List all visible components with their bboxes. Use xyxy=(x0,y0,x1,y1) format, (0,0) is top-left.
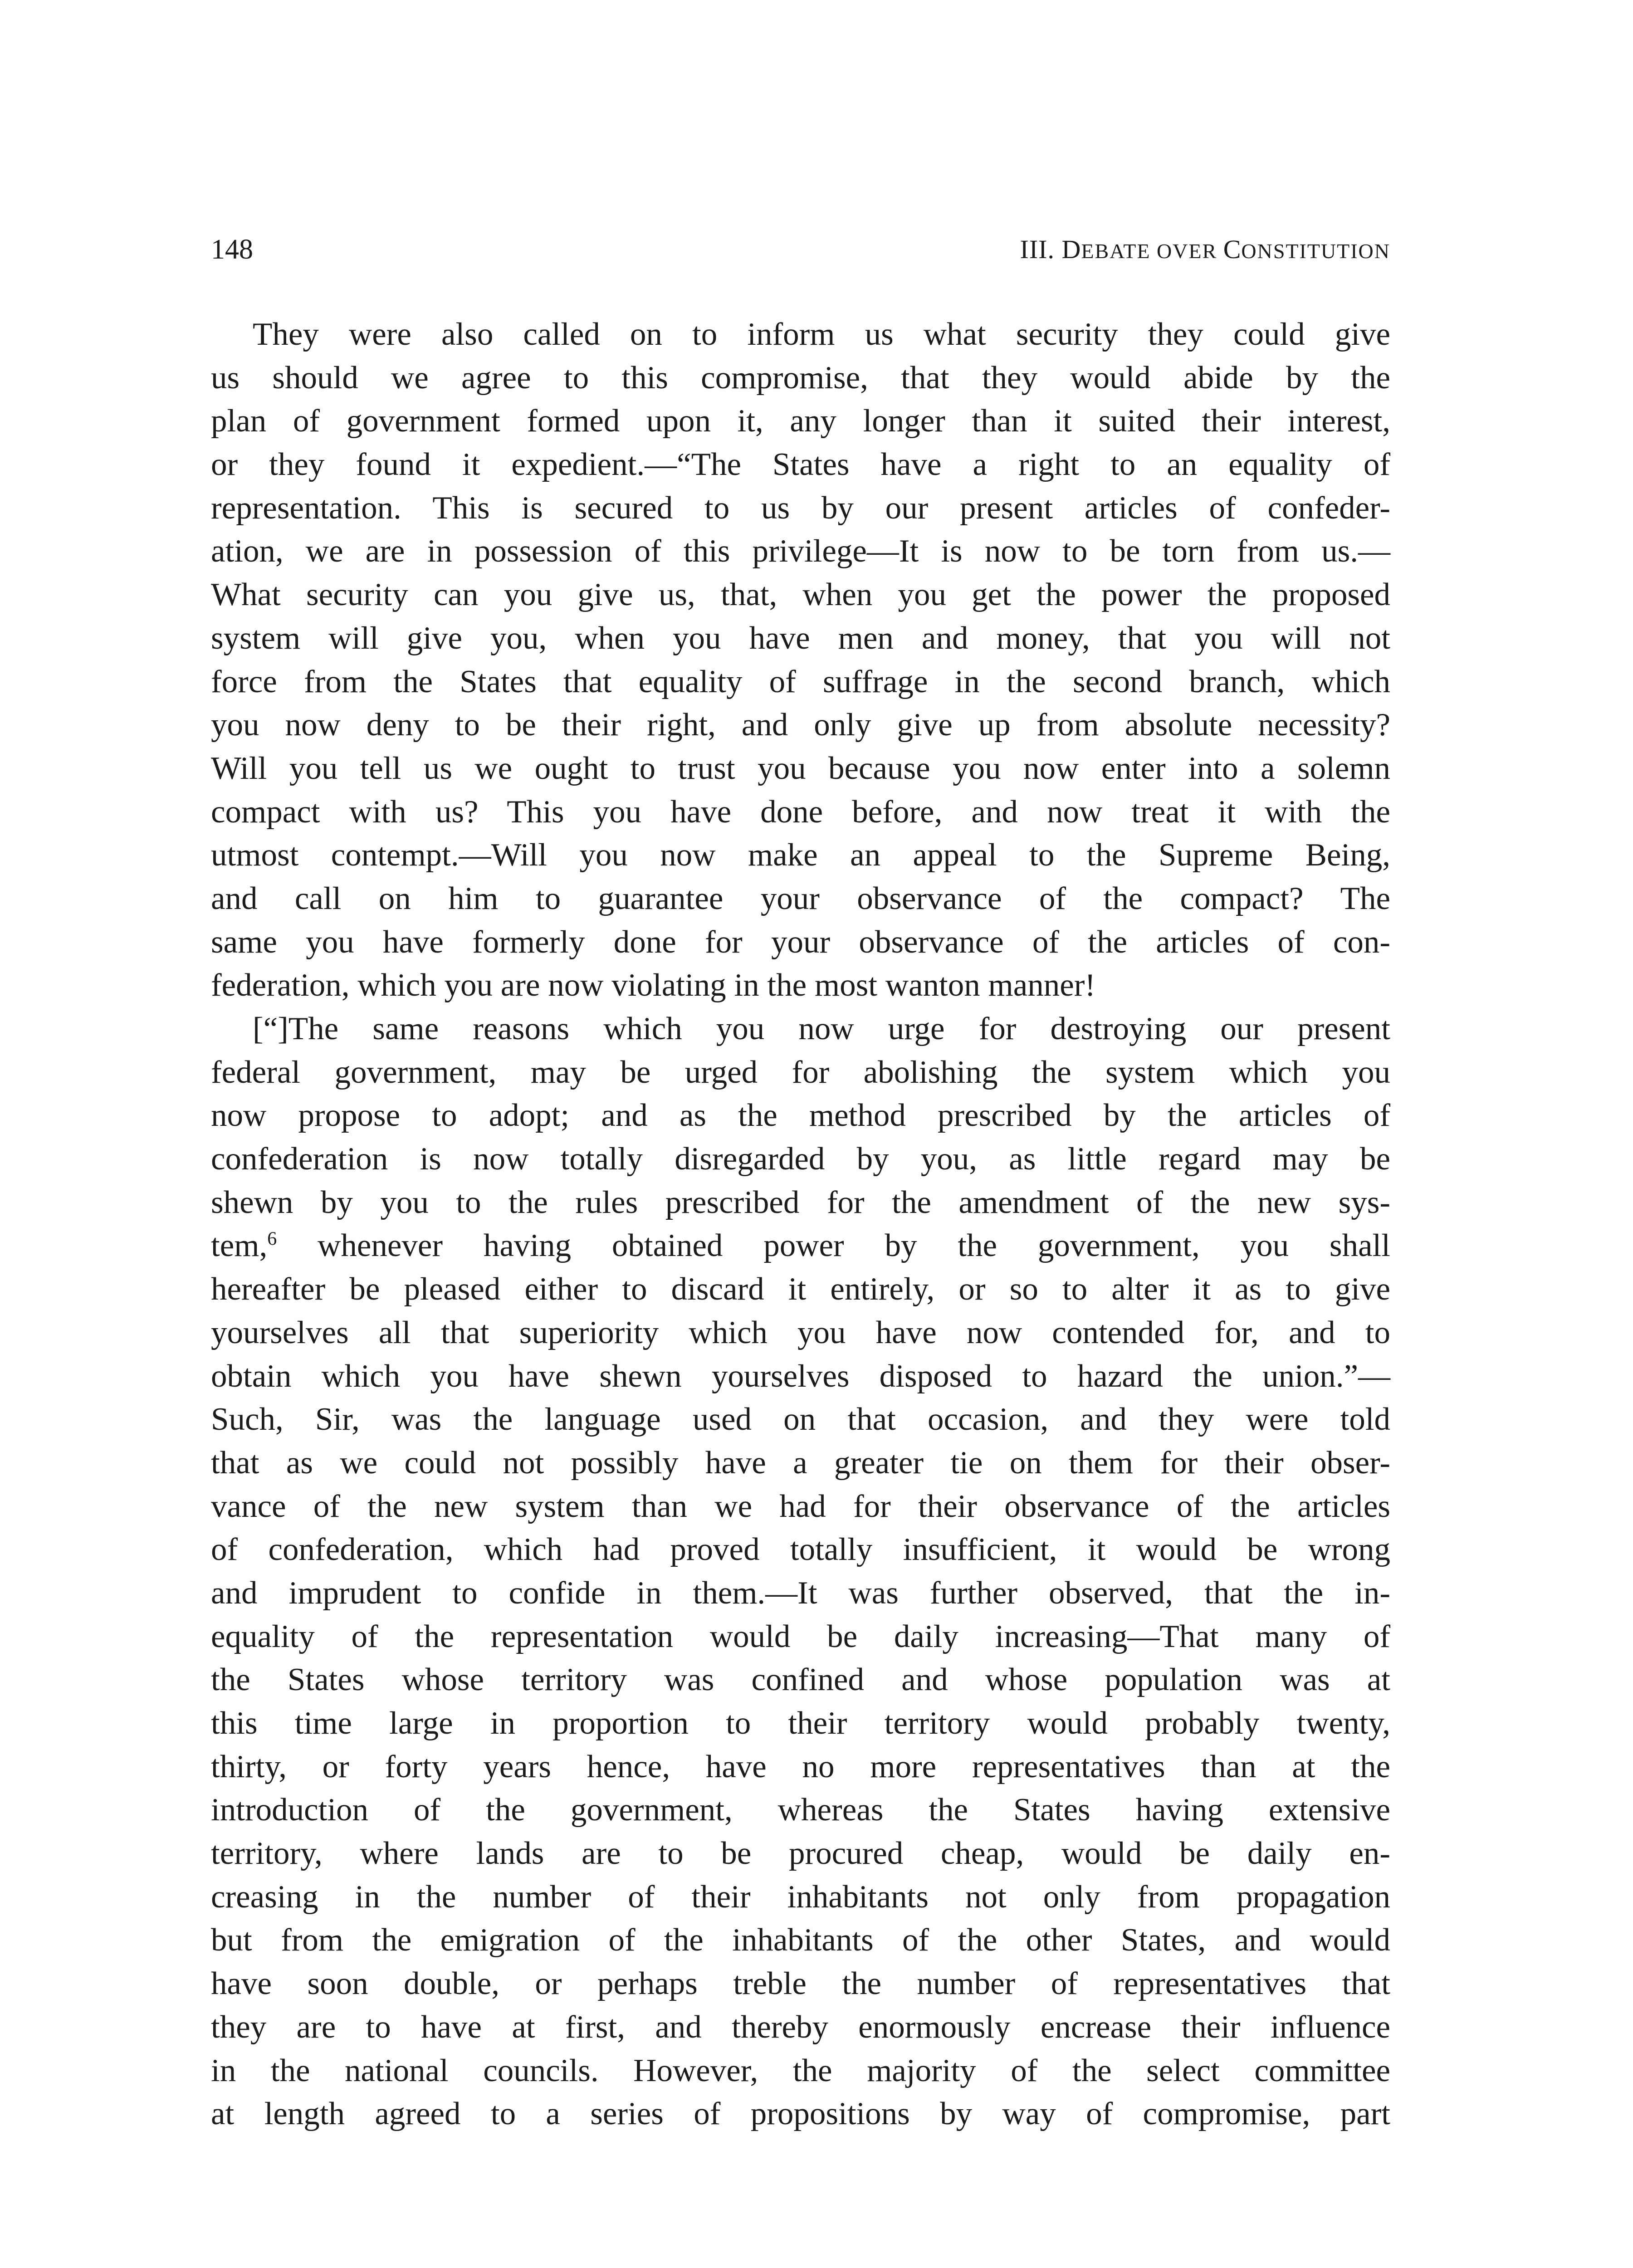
text-line: now propose to adopt; and as the method prescribed by the articles of xyxy=(211,1098,1390,1134)
text-line: [“]The same reasons which you now urge for destroying our present xyxy=(253,1011,1390,1046)
section-title-part: EBATE OVER xyxy=(1081,240,1223,263)
text-line: hereafter be pleased either to discard it entirely, or so to alter it as to give xyxy=(211,1271,1390,1307)
text-line: utmost contempt.—Will you now make an appeal to the Supreme Being, xyxy=(211,837,1390,873)
text-line: but from the emigration of the inhabitants of the other States, and would xyxy=(211,1922,1390,1958)
text-line: confederation is now totally disregarded by you, as little regard may be xyxy=(211,1141,1390,1177)
page-number: 148 xyxy=(211,234,253,265)
text-line: same you have formerly done for your observance of the articles of con- xyxy=(211,924,1390,960)
text-line: federal government, may be urged for abolishing the system which you xyxy=(211,1054,1390,1090)
footnote-marker[interactable]: 6 xyxy=(267,1228,277,1250)
text-line: obtain which you have shewn yourselves disposed to hazard the union.”— xyxy=(211,1358,1390,1394)
line-start: tem, xyxy=(211,1228,268,1264)
text-line-with-footnote xyxy=(211,1224,1390,1268)
running-head xyxy=(211,227,1390,272)
text-line: of confederation, which had proved totally insufficient, it would be wrong xyxy=(211,1532,1390,1568)
text-line: compact with us? This you have done before, and now treat it with the xyxy=(211,794,1390,830)
text-line: that as we could not possibly have a greater tie on them for their obser- xyxy=(211,1445,1390,1481)
text-line: shewn by you to the rules prescribed for the amendment of the new sys- xyxy=(211,1184,1390,1220)
paragraph-1 xyxy=(211,313,1390,1007)
section-title-part: ONSTITUTION xyxy=(1241,240,1390,263)
text-line: have soon double, or perhaps treble the number of representatives that xyxy=(211,1966,1390,2002)
text-line: What security can you give us, that, when you get the power the proposed xyxy=(211,577,1390,613)
text-line: introduction of the government, whereas the States having extensive xyxy=(211,1792,1390,1828)
text-line: creasing in the number of their inhabitants not only from propagation xyxy=(211,1879,1390,1915)
line-rest: whenever having obtained power by the government, you shall xyxy=(277,1228,1390,1264)
text-line: thirty, or forty years hence, have no more representatives than at the xyxy=(211,1749,1390,1784)
text-line: plan of government formed upon it, any longer than it suited their interest, xyxy=(211,403,1390,439)
text-line: in the national councils. However, the majority of the select committee xyxy=(211,2053,1390,2088)
text-line: and call on him to guarantee your observance of the compact? The xyxy=(211,880,1390,916)
text-line: ation, we are in possession of this privilege—It is now to be torn from us.— xyxy=(211,533,1390,569)
text-line: Such, Sir, was the language used on that occasion, and they were told xyxy=(211,1402,1390,1437)
text-line: yourselves all that superiority which you have now contended for, and to xyxy=(211,1315,1390,1350)
text-line: They were also called on to inform us what security they could give xyxy=(253,317,1390,352)
body-text xyxy=(211,313,1390,2180)
text-line: at length agreed to a series of propositions by way of compromise, part xyxy=(211,2096,1390,2132)
text-line: and imprudent to confide in them.—It was further observed, that the in- xyxy=(211,1575,1390,1611)
text-line: this time large in proportion to their territory would probably twenty, xyxy=(211,1706,1390,1741)
section-title-part: III. D xyxy=(1020,235,1081,264)
text-line: us should we agree to this compromise, that they would abide by the xyxy=(211,360,1390,396)
text-line: territory, where lands are to be procured cheap, would be daily en- xyxy=(211,1836,1390,1872)
section-title-part: C xyxy=(1223,235,1242,264)
paragraph-2 xyxy=(211,1007,1390,2180)
text-line: force from the States that equality of suffrage in the second branch, which xyxy=(211,664,1390,699)
text-line: vance of the new system than we had for their observance of the articles xyxy=(211,1488,1390,1524)
text-line: federation, which you are now violating in the most wanton manner! xyxy=(211,968,1096,1003)
text-line xyxy=(211,2136,1390,2180)
text-line: they are to have at first, and thereby enormously encrease their influence xyxy=(211,2009,1390,2045)
text-line: or they found it expedient.—“The States have a right to an equality of xyxy=(211,447,1390,483)
text-line: Will you tell us we ought to trust you because you now enter into a solemn xyxy=(211,750,1390,786)
text-line: representation. This is secured to us by our present articles of confeder- xyxy=(211,490,1390,526)
text-line: the States whose territory was confined and whose population was at xyxy=(211,1662,1390,1698)
text-line: equality of the representation would be daily increasing—That many of xyxy=(211,1618,1390,1654)
text-line: system will give you, when you have men and money, that you will not xyxy=(211,620,1390,656)
section-title xyxy=(1020,227,1390,274)
text-line: you now deny to be their right, and only give up from absolute necessity? xyxy=(211,707,1390,743)
